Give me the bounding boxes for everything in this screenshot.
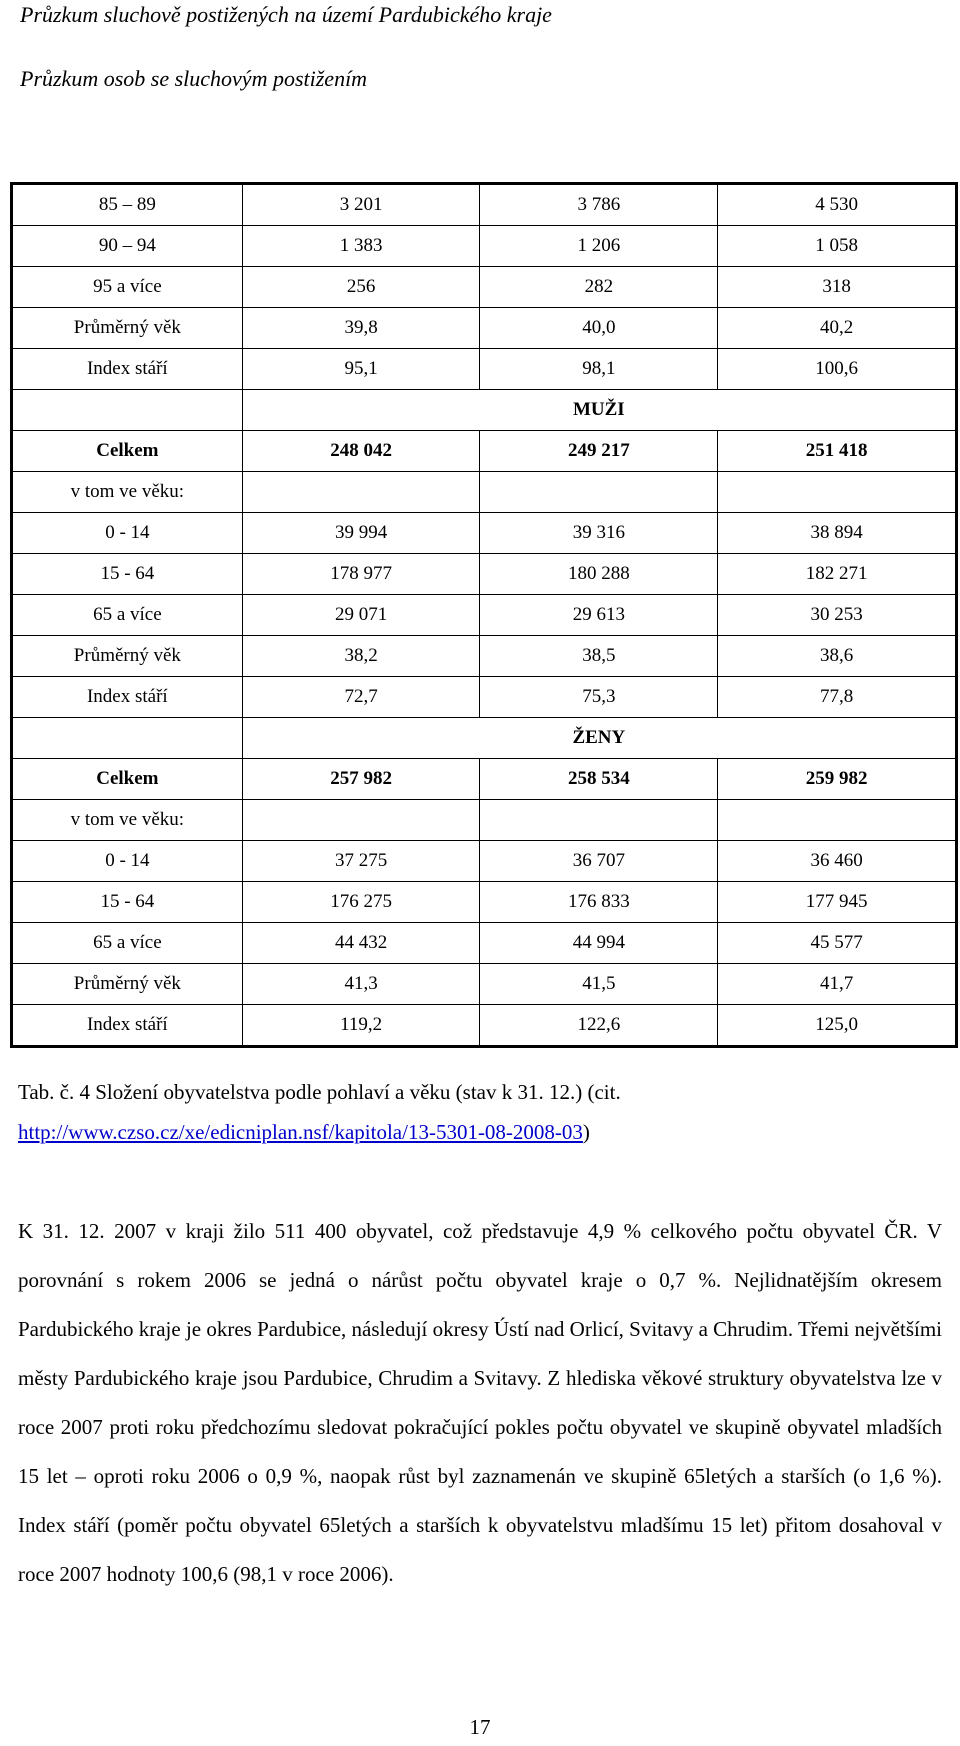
running-header-title: Průzkum sluchově postižených na území Pardubického kraje [20,2,552,27]
table-cell [480,800,718,841]
table-cell: 1 383 [242,226,480,267]
table-row [12,923,957,964]
table-row [12,882,957,923]
table-cell: 176 833 [480,882,718,923]
table-cell: 77,8 [718,677,957,718]
table-cell: 38,6 [718,636,957,677]
table-cell: 38 894 [718,513,957,554]
table-cell: 41,7 [718,964,957,1005]
table-cell: 259 982 [718,759,957,800]
table-cell: 119,2 [242,1005,480,1047]
table-row [12,677,957,718]
table-cell: 258 534 [480,759,718,800]
table-cell: 98,1 [480,349,718,390]
table-row [12,964,957,1005]
table-cell: 29 613 [480,595,718,636]
section-row [12,718,957,759]
table-cell [718,800,957,841]
table-row [12,226,957,267]
table-cell: 44 432 [242,923,480,964]
running-header-subtitle: Průzkum osob se sluchovým postižením [20,66,368,91]
table-cell: 95,1 [242,349,480,390]
body-paragraph: K 31. 12. 2007 v kraji žilo 511 400 obyvatel, což představuje 4,9 % celkového počtu obyvatel ČR. V porovnání s rokem 2006 se jedná o nárůst počtu obyvatel kraje o 0,7 %. Nejlidnatějším okresem Pardubického kraje je okres Pardubice, následují okresy Ústí nad Orlicí, Svitavy a Chrudim. Třemi největšími městy Pardubického kraje jsou Pardubice, Chrudim a Svitavy. Z hlediska věkové struktury obyvatelstva lze v roce 2007 proti roku předchozímu sledovat pokračující pokles počtu obyvatel ve skupině obyvatel mladších 15 let – oproti roku 2006 o 0,9 %, naopak růst byl zaznamenán ve skupině 65letých a starších (o 1,6 %). Index stáří (poměr počtu obyvatel 65letých a starších k obyvatelstvu mladšímu 15 let) přitom dosahoval v roce 2007 hodnoty 100,6 (98,1 v roce 2006). [18,1219,942,1586]
row-label: 15 - 64 [12,882,243,923]
section-heading: ŽENY [242,718,956,759]
row-label: Index stáří [12,349,243,390]
table-cell: 39,8 [242,308,480,349]
table-cell: 41,5 [480,964,718,1005]
row-label: Index stáří [12,1005,243,1047]
table-cell: 75,3 [480,677,718,718]
table-cell: 29 071 [242,595,480,636]
table-row [12,1005,957,1047]
row-label: Průměrný věk [12,964,243,1005]
table-cell: 248 042 [242,431,480,472]
table-cell: 100,6 [718,349,957,390]
row-label: v tom ve věku: [12,472,243,513]
table-cell: 41,3 [242,964,480,1005]
table-row [12,841,957,882]
table-row [12,349,957,390]
row-label: 65 a více [12,595,243,636]
table-cell [12,718,243,759]
table-cell: 39 316 [480,513,718,554]
table-cell: 39 994 [242,513,480,554]
table-cell: 182 271 [718,554,957,595]
row-label: 65 a více [12,923,243,964]
caption-text: Tab. č. 4 Složení obyvatelstva podle pohlaví a věku (stav k 31. 12.) (cit. [18,1080,621,1104]
row-label: 90 – 94 [12,226,243,267]
population-table [10,182,958,1048]
table-row [12,759,957,800]
table-row [12,184,957,226]
table-cell: 180 288 [480,554,718,595]
table-cell: 36 707 [480,841,718,882]
table-cell: 40,0 [480,308,718,349]
table-cell: 3 201 [242,184,480,226]
table-cell: 251 418 [718,431,957,472]
table-cell: 4 530 [718,184,957,226]
table-row [12,595,957,636]
table-row [12,513,957,554]
row-label: 0 - 14 [12,513,243,554]
table-row [12,308,957,349]
table-cell: 40,2 [718,308,957,349]
source-link[interactable]: http://www.czso.cz/xe/edicniplan.nsf/kapitola/13-5301-08-2008-03 [18,1120,583,1144]
table-cell: 36 460 [718,841,957,882]
caption-close: ) [582,1120,590,1144]
table-cell: 177 945 [718,882,957,923]
table-cell: 37 275 [242,841,480,882]
row-label: Průměrný věk [12,636,243,677]
table-cell: 122,6 [480,1005,718,1047]
table-cell [242,472,480,513]
row-label: 15 - 64 [12,554,243,595]
table-cell [480,472,718,513]
table-cell: 1 206 [480,226,718,267]
table-cell: 45 577 [718,923,957,964]
table-cell: 30 253 [718,595,957,636]
row-label: 85 – 89 [12,184,243,226]
row-label: Celkem [12,759,243,800]
table-row [12,554,957,595]
row-label: 95 a více [12,267,243,308]
table-cell: 125,0 [718,1005,957,1047]
population-table-body [12,184,957,1047]
table-cell: 318 [718,267,957,308]
table-cell: 178 977 [242,554,480,595]
table-cell: 282 [480,267,718,308]
table-row [12,636,957,677]
table-caption [18,1072,948,1152]
section-row [12,390,957,431]
table-cell: 176 275 [242,882,480,923]
table-cell: 256 [242,267,480,308]
table-cell [12,390,243,431]
row-label: Celkem [12,431,243,472]
table-row [12,472,957,513]
table-row [12,431,957,472]
table-cell [242,800,480,841]
table-cell: 38,2 [242,636,480,677]
table-cell: 1 058 [718,226,957,267]
table-row [12,267,957,308]
table-cell: 44 994 [480,923,718,964]
page-number: 17 [469,1715,491,1739]
table-cell: 3 786 [480,184,718,226]
section-heading: MUŽI [242,390,956,431]
row-label: 0 - 14 [12,841,243,882]
row-label: Index stáří [12,677,243,718]
table-cell: 249 217 [480,431,718,472]
table-row [12,800,957,841]
row-label: v tom ve věku: [12,800,243,841]
table-cell: 38,5 [480,636,718,677]
row-label: Průměrný věk [12,308,243,349]
table-cell: 72,7 [242,677,480,718]
table-cell: 257 982 [242,759,480,800]
table-cell [718,472,957,513]
